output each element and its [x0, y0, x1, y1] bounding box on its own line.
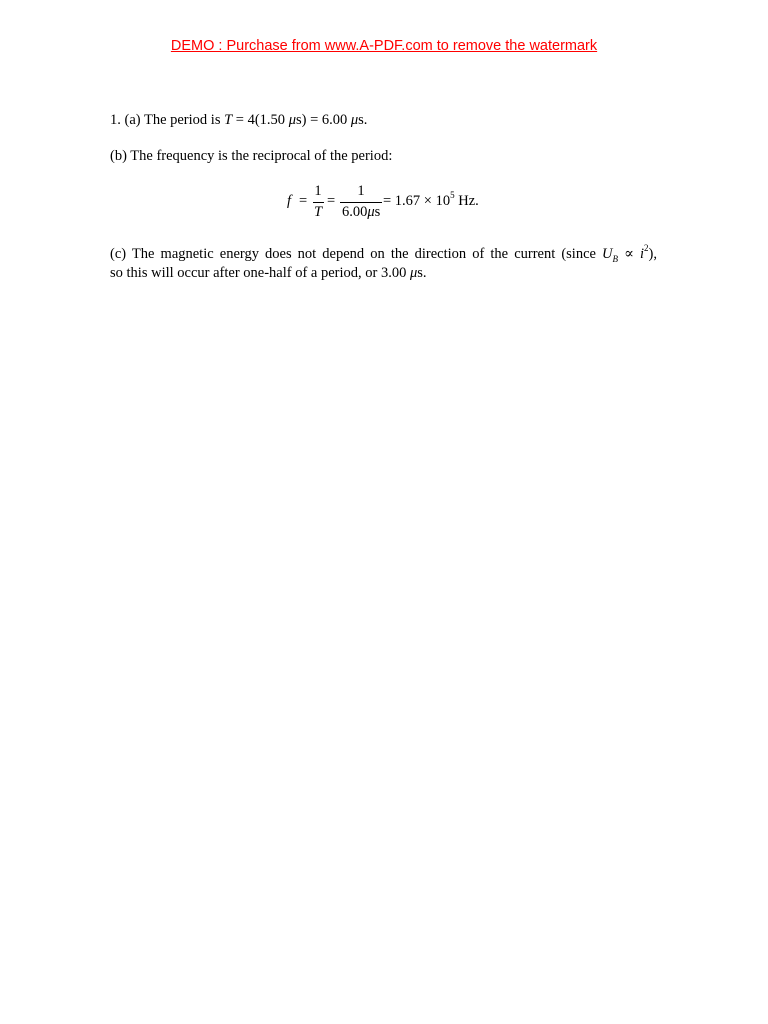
- part-c-line-2: so this will occur after one-half of a period, or 3.00 μs.: [110, 265, 427, 281]
- eq-num-1: 1: [314, 183, 322, 199]
- eq-equals-1: =: [299, 193, 308, 209]
- eq-fraction-bar-2: [340, 202, 382, 203]
- eq-equals-2: =: [327, 193, 336, 209]
- part-a-text: 1. (a) The period is T = 4(1.50 μs) = 6.00 μs.: [110, 112, 368, 128]
- eq-den-1: T: [313, 204, 323, 220]
- watermark-link[interactable]: DEMO : Purchase from www.A-PDF.com to remove the watermark: [170, 38, 598, 54]
- part-b-text: (b) The frequency is the reciprocal of the period:: [110, 148, 393, 164]
- part-c-text: [110, 245, 657, 283]
- part-c-line-1: (c) The magnetic energy does not depend on the direction of the current (since $U_B \propto i^2$),: [110, 243, 657, 264]
- eq-num-2: 1: [357, 183, 365, 199]
- eq-result: = $1.67 \times 10^5$ Hz.: [383, 190, 479, 209]
- eq-den-2: 6.00μs: [342, 204, 381, 220]
- eq-f: f: [287, 193, 292, 209]
- eq-fraction-bar-1: [313, 202, 324, 203]
